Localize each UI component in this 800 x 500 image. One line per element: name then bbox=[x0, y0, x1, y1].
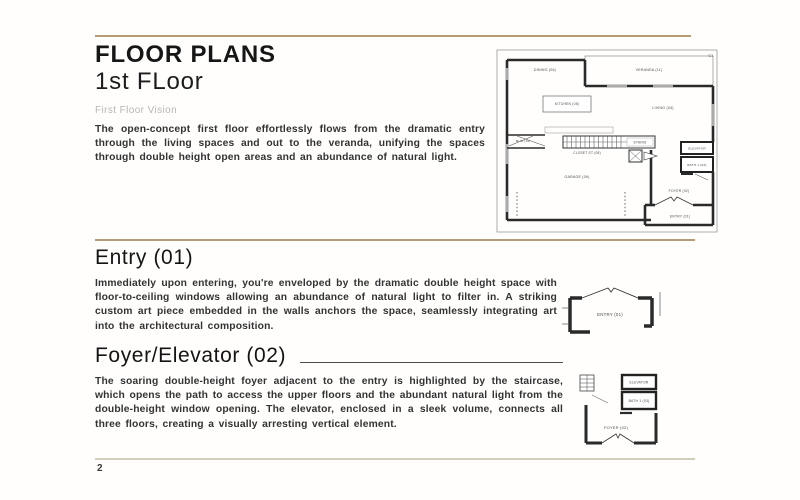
entry-label: ENTRY (01) bbox=[669, 214, 691, 219]
garage-label: GARAGE (09) bbox=[564, 175, 590, 179]
page-subtitle: 1st FLoor bbox=[95, 68, 204, 95]
mud-room bbox=[507, 135, 545, 148]
entry-detail-label: ENTRY (01) bbox=[597, 312, 623, 317]
foyer-heading-row bbox=[95, 344, 563, 368]
foyer-detail-bath-label: BATH 1 (03) bbox=[628, 399, 650, 403]
entry-detail-walls bbox=[562, 288, 660, 332]
garage bbox=[517, 175, 625, 216]
foyer-detail-elevator-label: ELEVATOR bbox=[629, 380, 649, 385]
section-tagline: First Floor Vision bbox=[95, 105, 178, 116]
page-title: FLOOR PLANS bbox=[95, 41, 276, 68]
section-foyer bbox=[95, 344, 563, 442]
foyer-entry-block bbox=[645, 189, 713, 225]
stairs-label: STAIRS bbox=[633, 140, 647, 145]
foyer-detail-stairs bbox=[580, 375, 608, 403]
elevator-label: ELEVATOR bbox=[688, 146, 706, 151]
intro-paragraph: The open-concept first floor effortlessly flows from the dramatic entry through the living spaces and out to the veranda, unifying the spaces through double height open areas and an abundance of natural light. bbox=[95, 124, 485, 164]
foyer-label: FOYER (02) bbox=[668, 189, 690, 193]
closet-label: CLOSET ST (08) bbox=[573, 151, 601, 155]
veranda-label: VERANDA (11) bbox=[635, 68, 663, 72]
first-floor-plan-drawing bbox=[487, 46, 731, 236]
shaft bbox=[629, 150, 657, 162]
living-label: LIVING (04) bbox=[652, 106, 674, 110]
foyer-heading-rule bbox=[300, 362, 563, 363]
mud-label: MUD (10) bbox=[515, 139, 531, 143]
elevator-bath-block bbox=[681, 142, 713, 225]
footer-divider bbox=[95, 458, 695, 460]
entry-paragraph: Immediately upon entering, you're enveloped by the dramatic double height space with floor-to-ceiling windows allowing an abundance of natural light to filter in. A striking custom art piece embedded in the walls anchors the space, seamlessly integrating art into the architectural composition. bbox=[95, 278, 557, 332]
top-divider bbox=[95, 35, 691, 37]
entry-detail-drawing bbox=[560, 284, 666, 342]
bath-label: BATH 1 (03) bbox=[687, 163, 707, 167]
section-entry bbox=[95, 246, 557, 344]
intro-block bbox=[95, 42, 485, 176]
closet-band bbox=[545, 127, 613, 133]
kitchen-label: KITCHEN (05) bbox=[554, 102, 580, 106]
foyer-heading: Foyer/Elevator (02) bbox=[95, 344, 287, 367]
foyer-detail-drawing bbox=[566, 371, 666, 455]
page-number: 2 bbox=[97, 463, 103, 474]
foyer-detail-label: FOYER (02) bbox=[603, 425, 629, 430]
dining-label: DINING (06) bbox=[533, 68, 557, 72]
foyer-detail-walls bbox=[586, 405, 656, 443]
foyer-paragraph: The soaring double-height foyer adjacent to the entry is highlighted by the staircase, which opens the path to access the upper floors and the abundant natural light from the double-height window opening. The elevator, enclosed in a sleek volume, connects all three floors, creating a visually arresting vertical element. bbox=[95, 376, 563, 430]
entry-heading: Entry (01) bbox=[95, 246, 194, 269]
section-divider bbox=[95, 239, 695, 241]
sheet-ref-label: C1 bbox=[708, 53, 714, 58]
